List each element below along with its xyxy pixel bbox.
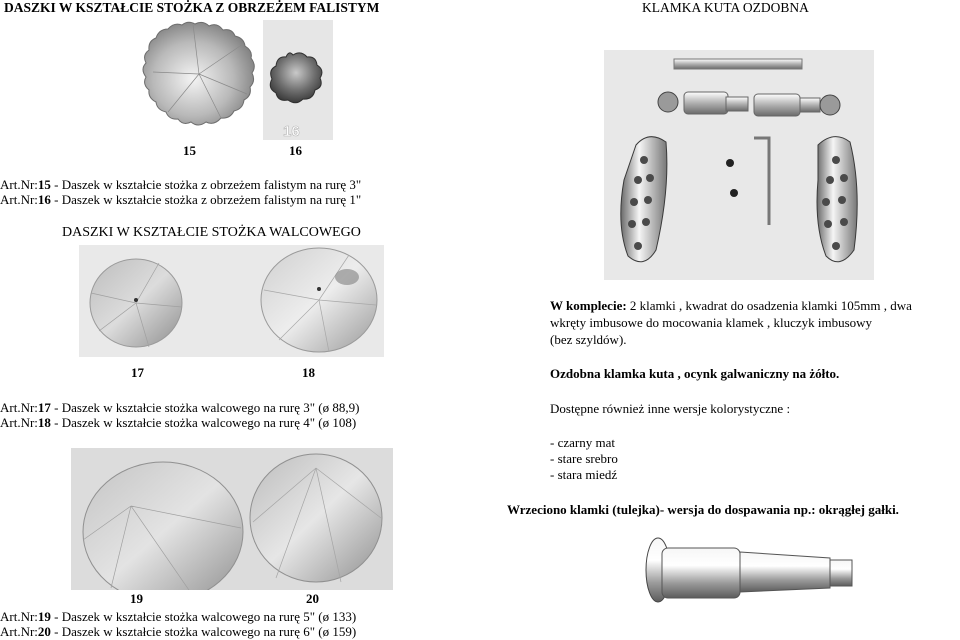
photo-forged-handle-set bbox=[604, 50, 874, 280]
variant-item: - czarny mat bbox=[550, 435, 615, 450]
article-line-16: Art.Nr:16 - Daszek w kształcie stożka z obrzeżem falistym na rurę 1" bbox=[0, 192, 362, 207]
photo1-mark: 16 bbox=[283, 123, 300, 140]
spindle-note: Wrzeciono klamki (tulejka)- wersja do dospawania np.: okrągłej gałki. bbox=[507, 502, 899, 517]
variants-intro: Dostępne również inne wersje kolorystyczne : bbox=[550, 401, 791, 416]
section2-title: DASZKI W KSZTAŁCIE STOŻKA WALCOWEGO bbox=[62, 225, 361, 240]
item-number-16: 16 bbox=[289, 143, 302, 158]
variant-item: - stara miedź bbox=[550, 467, 618, 482]
variant-item: - stare srebro bbox=[550, 451, 618, 466]
item-number-18: 18 bbox=[302, 365, 315, 380]
finish-description: Ozdobna klamka kuta , ocynk galwaniczny na żółto. bbox=[550, 366, 840, 381]
section1-title: DASZKI W KSZTAŁCIE STOŻKA Z OBRZEŻEM FALISTYM bbox=[4, 0, 380, 15]
kit-contents-line-1: W komplecie: 2 klamki , kwadrat do osadzenia klamki 105mm , dwa bbox=[550, 298, 912, 313]
kit-contents-line-2: wkręty imbusowe do mocowania klamek , kluczyk imbusowy bbox=[550, 315, 873, 330]
item-number-17: 17 bbox=[131, 365, 144, 380]
article-line-18: Art.Nr:18 - Daszek w kształcie stożka walcowego na rurę 4" (ø 108) bbox=[0, 415, 357, 430]
item-number-15: 15 bbox=[183, 143, 196, 158]
article-line-15: Art.Nr:15 - Daszek w kształcie stożka z obrzeżem falistym na rurę 3" bbox=[0, 177, 362, 192]
photo-handle-spindle bbox=[640, 530, 862, 620]
article-line-19: Art.Nr:19 - Daszek w kształcie stożka walcowego na rurę 5" (ø 133) bbox=[0, 609, 357, 624]
photo-cylindrical-cone-caps-large bbox=[71, 448, 393, 590]
article-line-17: Art.Nr:17 - Daszek w kształcie stożka walcowego na rurę 3" (ø 88,9) bbox=[0, 400, 360, 415]
item-number-19: 19 bbox=[130, 591, 143, 606]
item-number-20: 20 bbox=[306, 591, 319, 606]
photo-wavy-cone-caps bbox=[133, 20, 333, 140]
handle-section-title: KLAMKA KUTA OZDOBNA bbox=[642, 0, 809, 15]
article-line-20: Art.Nr:20 - Daszek w kształcie stożka walcowego na rurę 6" (ø 159) bbox=[0, 624, 357, 639]
kit-contents-line-3: (bez szyldów). bbox=[550, 332, 627, 347]
photo-cylindrical-cone-caps-small bbox=[79, 245, 384, 357]
